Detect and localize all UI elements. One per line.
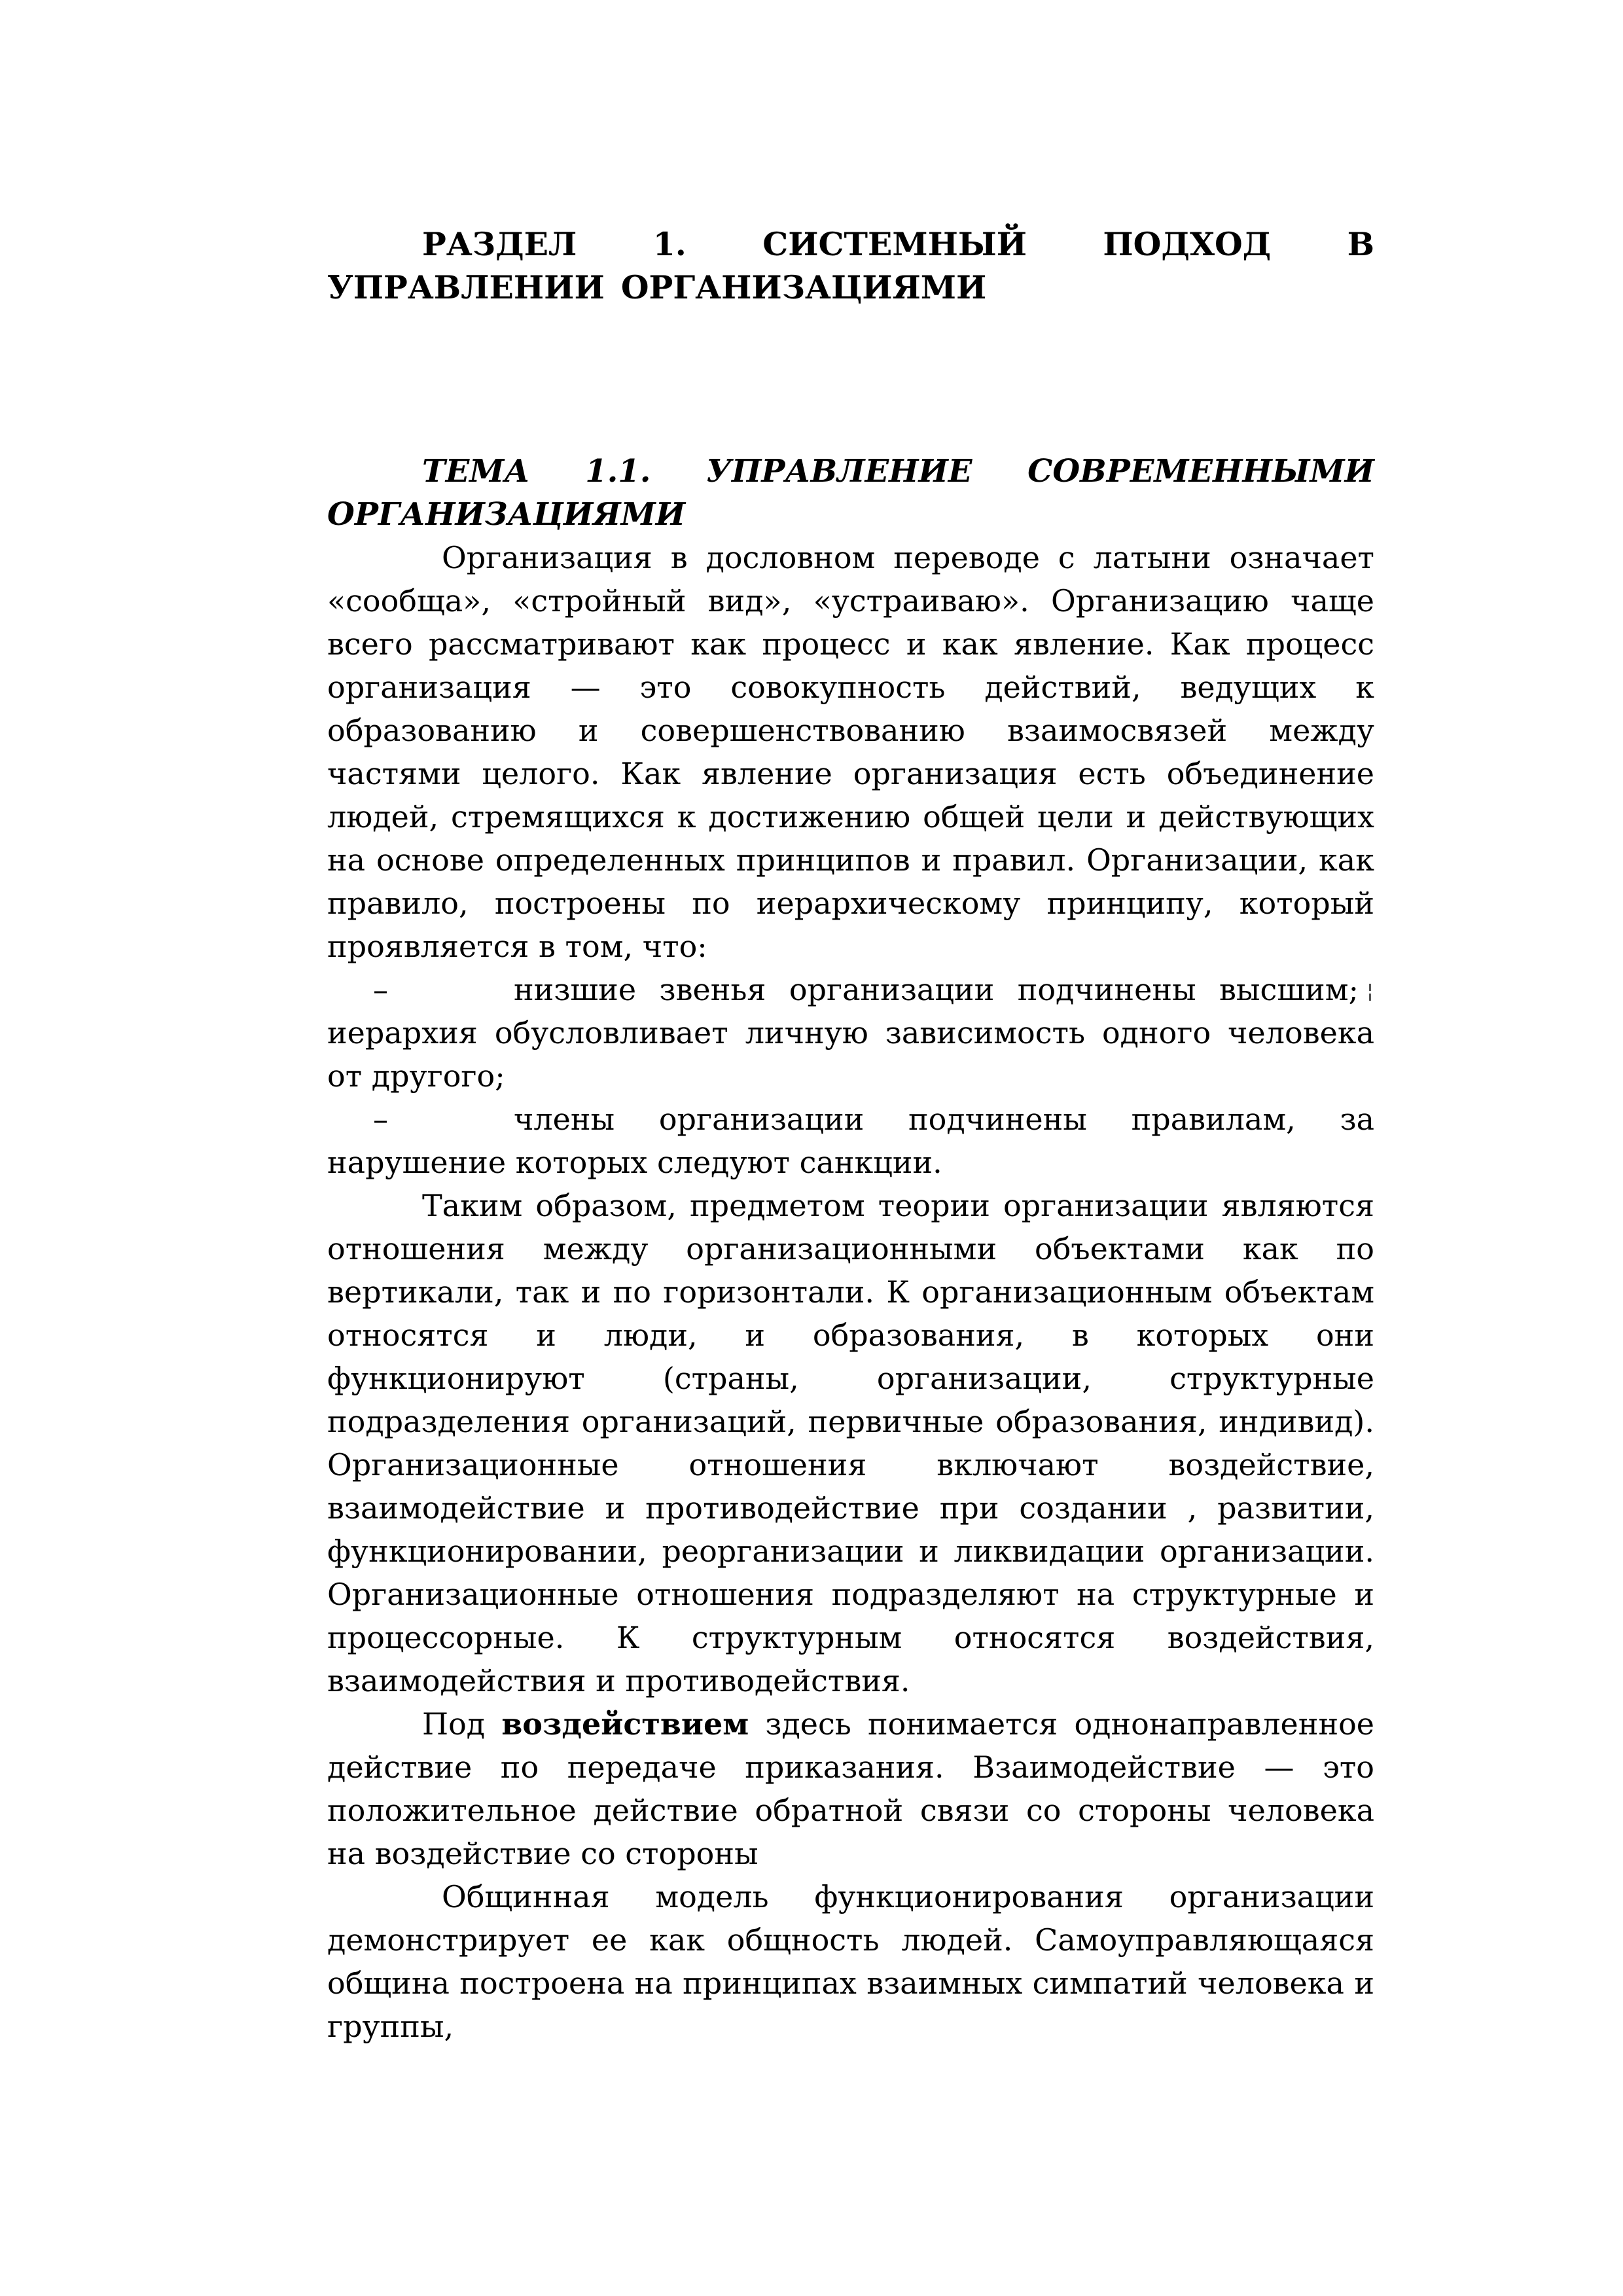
paragraph-organization-definition: Организация в дословном переводе с латыни означает «сообща», «стройный вид», «устраиваю». Организацию чаще всего рассматривают как процесс и как явление. Как процесс организация — это совокупность действий, ведущих к образованию и совершенствованию взаимосвязей между частями целого. Как явление организация есть объединение людей, стремящихся к достижению общей цели и действующих на основе определенных принципов и правил. Организации, как правило, построены по иерархическому принципу, который проявляется в том, что: [327, 540, 1374, 964]
paragraph-influence [327, 1702, 1374, 1875]
list-dash: – [373, 1102, 388, 1137]
broken-bar-marker-icon [1365, 982, 1374, 1003]
list-item-hierarchy-text-a: низшие звенья организации подчинены высшим; [514, 972, 1359, 1007]
list-item-rules-text: члены организации подчинены правилам, за нарушение которых следуют санкции. [327, 1102, 1374, 1180]
list-item-hierarchy [327, 968, 1374, 1098]
paragraph-community-model: Общинная модель функционирования организации демонстрирует ее как общность людей. Самоуправляющаяся община построена на принципах взаимных симпатий человека и группы, [327, 1879, 1374, 2044]
document-page [327, 223, 1374, 2048]
list-dash: – [373, 972, 388, 1007]
theme-title: ТЕМА 1.1. УПРАВЛЕНИЕ СОВРЕМЕННЫМИ ОРГАНИЗАЦИЯМИ [327, 453, 1374, 533]
paragraph-influence-rest: здесь понимается однонаправленное действие по передаче приказания. Взаимодействие — это положительное действие обратной связи со стороны человека на воздействие со стороны [327, 1706, 1375, 1871]
list-item-rules [327, 1098, 1374, 1184]
paragraph-influence-start: Под [422, 1706, 486, 1742]
section-title: РАЗДЕЛ 1. СИСТЕМНЫЙ ПОДХОД В УПРАВЛЕНИИ ОРГАНИЗАЦИЯМИ [327, 225, 1374, 306]
list-item-hierarchy-text-b: иерархия обусловливает личную зависимость одного человека от другого; [327, 1015, 1374, 1094]
paragraph-organization-theory: Таким образом, предметом теории организации являются отношения между организационными объектами как по вертикали, так и по горизонтали. К организационным объектам относятся и люди, и образования, в которых они функционируют (страны, организации, структурные подразделения организаций, первичные образования, индивид). Организационные отношения включают воздействие, взаимодействие и противодействие при создании , развитии, функционировании, реорганизации и ликвидации организации. Организационные отношения подразделяют на структурные и процессорные. К структурным относятся воздействия, взаимодействия и противодействия. [327, 1188, 1374, 1698]
term-influence: воздействием [501, 1706, 749, 1742]
